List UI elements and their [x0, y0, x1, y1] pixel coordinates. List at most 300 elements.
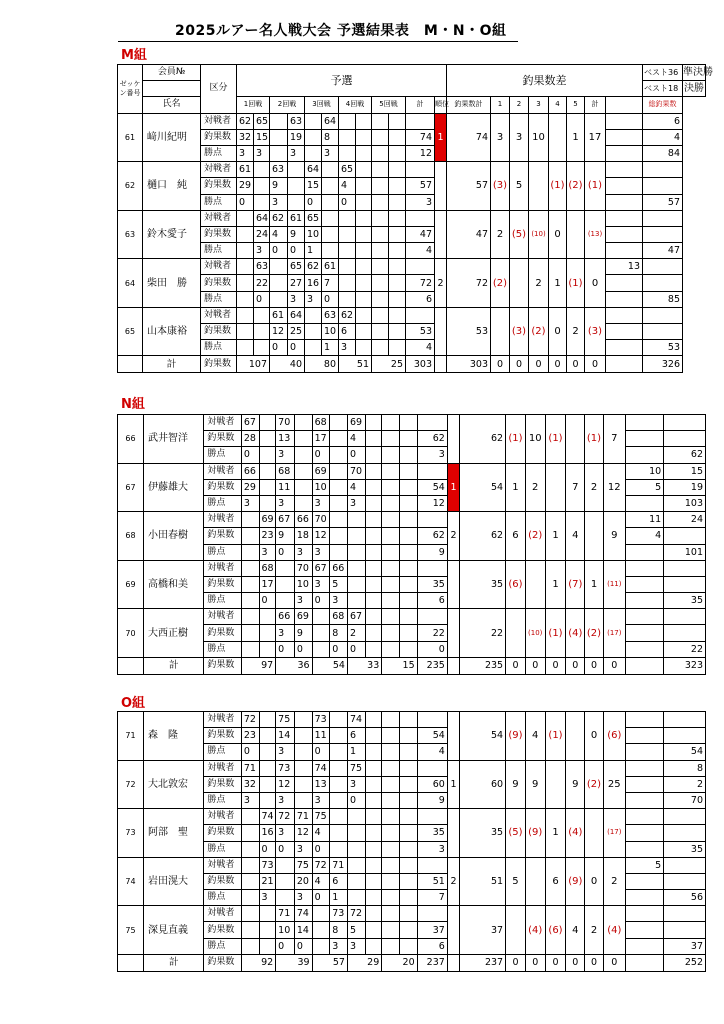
player-name: 大西正樹: [144, 609, 204, 658]
catch-cell: [372, 226, 389, 242]
catch-cell: [365, 479, 382, 495]
points-cell: [241, 544, 259, 560]
diff-total-header: 計: [585, 97, 606, 113]
points-cell: [330, 841, 348, 857]
diff-cell-2: 10: [525, 415, 545, 464]
catch-cell: [241, 922, 259, 938]
points-cell: [382, 593, 400, 609]
points-cell: [399, 792, 417, 808]
diff-cell-3: 2: [529, 259, 549, 308]
points-cell: 0: [347, 447, 365, 463]
zekken-header: ゼッケン番号: [118, 65, 143, 114]
catch-cell: [356, 324, 372, 340]
catch-cell: [259, 776, 276, 792]
opponent-cell: [382, 512, 400, 528]
semifinal-cell: 24: [664, 512, 706, 528]
diff-total: 0: [491, 356, 510, 373]
opponent-cell: [365, 512, 382, 528]
label-opponent: 対戦者: [204, 809, 241, 825]
final-cell: 19: [664, 479, 706, 495]
points-cell: [382, 447, 400, 463]
semifinal-cell: [643, 259, 683, 275]
opponent-cell: [237, 259, 254, 275]
opponent-cell: 71: [276, 906, 295, 922]
catch-cell: [305, 129, 322, 145]
catch-cell: [382, 431, 400, 447]
opponent-cell: [330, 712, 348, 728]
points-cell: [365, 890, 382, 906]
points-cell: 0: [241, 744, 259, 760]
round-header-4: 4回戦: [339, 97, 372, 113]
opponent-cell: 69: [259, 512, 276, 528]
diff-cell-2: (9): [525, 809, 545, 858]
opponent-cell: 73: [276, 760, 295, 776]
catch-cell: [347, 825, 365, 841]
opponent-cell: [241, 512, 259, 528]
group-label-m: M組: [121, 48, 147, 63]
points-cell: [372, 243, 389, 259]
best-blank: [625, 593, 664, 609]
opponent-cell: [330, 760, 348, 776]
opponent-cell: 72: [241, 712, 259, 728]
best18-cell: [606, 226, 643, 242]
label-opponent: 対戦者: [201, 162, 237, 178]
catch-cell: [372, 129, 389, 145]
points-cell: [237, 340, 254, 356]
best18-cell: [606, 129, 643, 145]
points-cell: [382, 792, 400, 808]
kei-blank: [417, 609, 447, 625]
best18-cell: [606, 275, 643, 291]
kei-catch: 57: [406, 178, 435, 194]
points-cell: [312, 938, 330, 954]
catch-sum-cell: 37: [460, 906, 506, 955]
catch-cell: [356, 129, 372, 145]
points-cell: [389, 145, 406, 161]
points-cell: 3: [312, 495, 330, 511]
catch-cell: 20: [294, 873, 312, 889]
points-cell: [305, 340, 322, 356]
zekken: 66: [118, 415, 144, 464]
points-cell: [259, 792, 276, 808]
kei-catch: 35: [417, 576, 447, 592]
opponent-cell: [382, 712, 400, 728]
opponent-cell: 64: [288, 307, 305, 323]
opponent-cell: [305, 113, 322, 129]
kei-total: 303: [406, 356, 435, 373]
kei-points: 9: [417, 792, 447, 808]
catch-sum-cell: 35: [460, 809, 506, 858]
rank-cell: [447, 415, 459, 464]
kei-blank: [417, 560, 447, 576]
points-cell: [270, 145, 288, 161]
opponent-cell: [259, 712, 276, 728]
points-cell: [389, 243, 406, 259]
diff-cell-1: (6): [506, 560, 526, 609]
diff-cell-2: [525, 560, 545, 609]
opponent-cell: [330, 463, 348, 479]
opponent-cell: 73: [330, 906, 348, 922]
label-points: 勝点: [204, 890, 241, 906]
points-cell: [276, 890, 295, 906]
points-cell: 1: [347, 744, 365, 760]
zekken: 71: [118, 712, 144, 761]
points-cell: [347, 593, 365, 609]
zekken: 61: [118, 113, 143, 162]
label-catch: 釣果数: [201, 324, 237, 340]
label-points: 勝点: [204, 841, 241, 857]
points-cell: [330, 495, 348, 511]
catch-sum-cell: 62: [460, 415, 506, 464]
catch-cell: 9: [270, 178, 288, 194]
catch-cell: 12: [276, 776, 295, 792]
catch-cell: [322, 178, 339, 194]
kei-points: 12: [417, 495, 447, 511]
catch-cell: 12: [294, 825, 312, 841]
catch-cell: [294, 431, 312, 447]
grand-total: 323: [664, 657, 706, 674]
points-cell: 3: [347, 938, 365, 954]
points-cell: [399, 544, 417, 560]
opponent-cell: [330, 809, 348, 825]
opponent-cell: 74: [312, 760, 330, 776]
kei-blank: [417, 809, 447, 825]
rank-blank: [447, 657, 459, 674]
catch-cell: [399, 825, 417, 841]
rank-cell: 1: [447, 760, 459, 809]
total-label: 計: [144, 954, 204, 971]
diff-cell-4: [566, 415, 585, 464]
diff-sum-cell: (13): [585, 210, 606, 259]
points-cell: [365, 938, 382, 954]
catch-cell: 3: [276, 625, 295, 641]
opponent-cell: 67: [347, 609, 365, 625]
semifinal-cell: [664, 415, 706, 431]
catch-sum-cell: 47: [447, 210, 491, 259]
diff-cell-5: 0: [585, 712, 604, 761]
best36-cell: [625, 609, 664, 625]
rank-cell: [435, 307, 447, 356]
opponent-cell: [339, 210, 356, 226]
opponent-cell: 61: [237, 162, 254, 178]
opponent-cell: 69: [294, 609, 312, 625]
catch-cell: [322, 226, 339, 242]
catch-cell: [382, 728, 400, 744]
total-zekken-blank: [118, 356, 143, 373]
diff-cell-2: (2): [525, 512, 545, 561]
kei-points: 9: [417, 544, 447, 560]
opponent-cell: [399, 415, 417, 431]
total-kubun: 釣果数: [204, 657, 241, 674]
diff-cell-2: (4): [525, 906, 545, 955]
total-catch-cell: 37: [664, 938, 706, 954]
diff-cell-5: [567, 210, 585, 259]
best36-cell: [606, 307, 643, 323]
catch-cell: [259, 728, 276, 744]
group-label-o: O組: [121, 696, 146, 711]
opponent-cell: 75: [347, 760, 365, 776]
opponent-cell: [365, 809, 382, 825]
opponent-cell: [372, 259, 389, 275]
kei-header: 計: [406, 97, 435, 113]
points-cell: 3: [288, 145, 305, 161]
diff-cell-5: 2: [567, 307, 585, 356]
catch-cell: [339, 129, 356, 145]
points-cell: 3: [259, 544, 276, 560]
best36-header: ベスト36: [643, 65, 683, 81]
opponent-cell: [294, 760, 312, 776]
diff-cell-5: 0: [585, 857, 604, 906]
label-catch: 釣果数: [201, 226, 237, 242]
diff-sum-cell: (6): [603, 712, 625, 761]
diff-total: 0: [510, 356, 529, 373]
catch-sum-cell: 54: [460, 712, 506, 761]
points-cell: 3: [312, 544, 330, 560]
opponent-cell: [330, 512, 348, 528]
round-header-1: 1回戦: [237, 97, 270, 113]
points-cell: 0: [322, 291, 339, 307]
label-opponent: 対戦者: [201, 210, 237, 226]
total-catch-cell: 70: [664, 792, 706, 808]
kubun-header: 区分: [201, 65, 237, 114]
catch-cell: 2: [347, 625, 365, 641]
player-name: 小田春樹: [144, 512, 204, 561]
catch-cell: [356, 275, 372, 291]
opponent-cell: 65: [305, 210, 322, 226]
points-cell: 3: [330, 938, 348, 954]
best18-cell: 5: [625, 479, 664, 495]
final-cell: [664, 576, 706, 592]
member-no-header: 会員№: [143, 65, 201, 81]
opponent-cell: [382, 906, 400, 922]
catch-cell: 17: [259, 576, 276, 592]
grand-total: 252: [664, 954, 706, 971]
catch-cell: 10: [322, 324, 339, 340]
diff-cell-1: 1: [506, 463, 526, 512]
opponent-cell: [372, 307, 389, 323]
best-blank: [625, 890, 664, 906]
points-cell: 0: [259, 593, 276, 609]
player-name: 伊藤雄大: [144, 463, 204, 512]
catch-cell: [270, 275, 288, 291]
final-cell: [643, 324, 683, 340]
diff-cell-5: 2: [585, 906, 604, 955]
opponent-cell: 64: [254, 210, 270, 226]
catch-cell: 32: [241, 776, 259, 792]
points-cell: 3: [288, 291, 305, 307]
opponent-cell: 69: [347, 415, 365, 431]
result-table-o: [117, 711, 706, 972]
points-cell: [365, 593, 382, 609]
opponent-cell: [259, 609, 276, 625]
points-cell: [259, 938, 276, 954]
kei-catch: 72: [406, 275, 435, 291]
player-name: 武井智洋: [144, 415, 204, 464]
best-blank: [625, 938, 664, 954]
points-cell: [365, 544, 382, 560]
points-cell: 3: [276, 495, 295, 511]
best-blank: [625, 841, 664, 857]
opponent-cell: [276, 560, 295, 576]
kei-catch: 37: [417, 922, 447, 938]
catch-cell: [259, 431, 276, 447]
label-points: 勝点: [201, 340, 237, 356]
points-cell: 3: [259, 890, 276, 906]
zekken: 72: [118, 760, 144, 809]
rank-cell: 1: [435, 113, 447, 162]
result-table-n: [117, 414, 706, 675]
catch-cell: 4: [339, 178, 356, 194]
points-cell: 0: [237, 194, 254, 210]
diff-sum-cell: 7: [603, 415, 625, 464]
diff-total: 0: [545, 657, 566, 674]
diff-cell-5: [585, 512, 604, 561]
points-cell: [330, 792, 348, 808]
catch-cell: [294, 776, 312, 792]
catch-cell: [330, 528, 348, 544]
diff-col-header-1: 1: [491, 97, 510, 113]
opponent-cell: [372, 162, 389, 178]
points-cell: [237, 291, 254, 307]
opponent-cell: [365, 463, 382, 479]
diff-cell-2: [510, 259, 529, 308]
catch-cell: [399, 576, 417, 592]
opponent-cell: [399, 609, 417, 625]
best-blank: [606, 145, 643, 161]
final-cell: [643, 275, 683, 291]
points-cell: 3: [276, 447, 295, 463]
catch-cell: 22: [254, 275, 270, 291]
diff-cell-5: 1: [585, 560, 604, 609]
diff-cell-5: (2): [567, 162, 585, 211]
points-cell: [347, 544, 365, 560]
rank-cell: 2: [447, 512, 459, 561]
points-cell: [339, 145, 356, 161]
semifinal-cell: 8: [664, 760, 706, 776]
points-cell: [294, 792, 312, 808]
catch-cell: 3: [347, 776, 365, 792]
points-cell: 0: [312, 890, 330, 906]
points-cell: [372, 194, 389, 210]
catch-cell: [330, 728, 348, 744]
semifinal-cell: 6: [643, 113, 683, 129]
diff-cell-3: (1): [545, 712, 566, 761]
rank-cell: [447, 560, 459, 609]
catch-cell: [389, 226, 406, 242]
catch-cell: 16: [259, 825, 276, 841]
diff-cell-2: [525, 857, 545, 906]
opponent-cell: [399, 760, 417, 776]
best18-cell: [625, 776, 664, 792]
diff-total: 0: [506, 657, 526, 674]
points-cell: [382, 841, 400, 857]
round-total: 80: [305, 356, 339, 373]
catch-cell: [365, 776, 382, 792]
catch-cell: 10: [294, 576, 312, 592]
kei-catch: 62: [417, 431, 447, 447]
label-opponent: 対戦者: [204, 560, 241, 576]
diff-cell-2: (3): [510, 307, 529, 356]
round-total: 107: [237, 356, 270, 373]
points-cell: 3: [237, 145, 254, 161]
zekken: 68: [118, 512, 144, 561]
catch-cell: [339, 275, 356, 291]
diff-cell-3: 10: [529, 113, 549, 162]
opponent-cell: [399, 463, 417, 479]
catch-cell: [259, 625, 276, 641]
page-title: 2025ルアー名人戦大会 予選結果表 M・N・O組: [175, 23, 507, 39]
kei-blank: [417, 415, 447, 431]
catch-cell: [254, 324, 270, 340]
opponent-cell: [347, 512, 365, 528]
catch-cell: [365, 528, 382, 544]
opponent-cell: 68: [330, 609, 348, 625]
catch-sum-total: 237: [460, 954, 506, 971]
catch-cell: 4: [312, 825, 330, 841]
round-header-3: 3回戦: [305, 97, 339, 113]
points-cell: 0: [347, 792, 365, 808]
points-cell: [330, 544, 348, 560]
opponent-cell: [356, 259, 372, 275]
final-cell: 2: [664, 776, 706, 792]
catch-cell: 7: [322, 275, 339, 291]
catch-cell: [288, 178, 305, 194]
final-cell: [643, 178, 683, 194]
opponent-cell: [382, 560, 400, 576]
label-opponent: 対戦者: [201, 113, 237, 129]
catch-cell: [365, 873, 382, 889]
diff-sum-total: 0: [603, 657, 625, 674]
best18-header: ベスト18: [643, 81, 683, 97]
catch-cell: 10: [276, 922, 295, 938]
opponent-cell: [241, 906, 259, 922]
points-cell: 3: [241, 495, 259, 511]
catch-cell: [330, 776, 348, 792]
round-total: 20: [382, 954, 417, 971]
kei-points: 4: [417, 744, 447, 760]
points-cell: [294, 495, 312, 511]
diff-cell-5: (1): [585, 415, 604, 464]
diff-total: 0: [506, 954, 526, 971]
semifinal-cell: [664, 906, 706, 922]
catch-cell: [330, 825, 348, 841]
opponent-cell: [382, 609, 400, 625]
points-cell: [254, 194, 270, 210]
diff-cell-3: [545, 463, 566, 512]
catch-cell: 24: [254, 226, 270, 242]
label-catch: 釣果数: [204, 873, 241, 889]
total-catch-cell: 101: [664, 544, 706, 560]
catch-cell: 29: [241, 479, 259, 495]
rank-cell: [435, 162, 447, 211]
catch-cell: [399, 922, 417, 938]
diff-cell-4: (1): [549, 162, 567, 211]
points-cell: [389, 340, 406, 356]
label-opponent: 対戦者: [204, 415, 241, 431]
catch-cell: [382, 825, 400, 841]
label-catch: 釣果数: [204, 825, 241, 841]
opponent-cell: [389, 259, 406, 275]
opponent-cell: 63: [270, 162, 288, 178]
best-blank: [606, 97, 643, 113]
points-cell: [372, 145, 389, 161]
label-points: 勝点: [204, 744, 241, 760]
points-cell: [382, 744, 400, 760]
points-cell: [241, 938, 259, 954]
final-cell: 4: [643, 129, 683, 145]
diff-cell-3: (2): [529, 307, 549, 356]
catch-cell: 6: [330, 873, 348, 889]
